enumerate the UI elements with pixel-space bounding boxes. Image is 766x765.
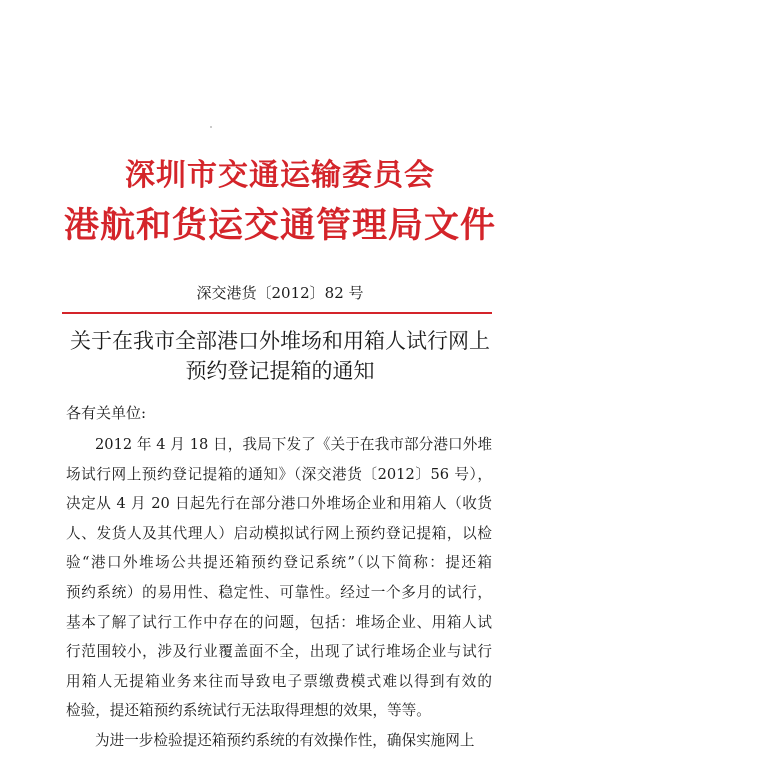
body-line: 为进一步检验提还箱预约系统的有效操作性，确保实施网上 [95, 731, 475, 749]
body-line: 验“港口外堆场公共提还箱预约登记系统”（以下简称：提还箱 [66, 554, 492, 572]
salutation: 各有关单位: [66, 404, 147, 422]
red-separator-line [62, 312, 492, 314]
issuer-name-line1: 深圳市交通运输委员会 [125, 158, 435, 193]
body-line: 2012 年 4 月 18 日，我局下发了《关于在我市部分港口外堆 [95, 436, 492, 453]
body-line: 用箱人无提箱业务来往而导致电子票缴费模式难以得到有效的 [66, 672, 492, 690]
body-line: 预约系统）的易用性、稳定性、可靠性。经过一个多月的试行， [66, 583, 492, 601]
body-line: 场试行网上预约登记提箱的通知》（深交港货〔2012〕56 号）， [66, 465, 492, 483]
document-title [60, 326, 500, 386]
issuer-name-line2: 港航和货运交通管理局文件 [63, 205, 496, 246]
body-line: 行范围较小，涉及行业覆盖面不全，出现了试行堆场企业与试行 [66, 643, 492, 661]
body-line: 决定从 4 月 20 日起先行在部分港口外堆场企业和用箱人（收货 [66, 495, 492, 513]
body-text [66, 430, 492, 756]
body-line: 检验，提还箱预约系统试行无法取得理想的效果，等等。 [66, 702, 431, 720]
scan-speck [210, 126, 212, 128]
document-title-line1: 关于在我市全部港口外堆场和用箱人试行网上 [70, 329, 490, 353]
document-number: 深交港货〔2012〕82 号 [196, 284, 364, 302]
document-title-line2: 预约登记提箱的通知 [185, 359, 375, 383]
body-line: 人、发货人及其代理人）启动模拟试行网上预约登记提箱，以检 [66, 524, 492, 542]
body-line: 基本了解了试行工作中存在的问题，包括：堆场企业、用箱人试 [66, 613, 492, 631]
